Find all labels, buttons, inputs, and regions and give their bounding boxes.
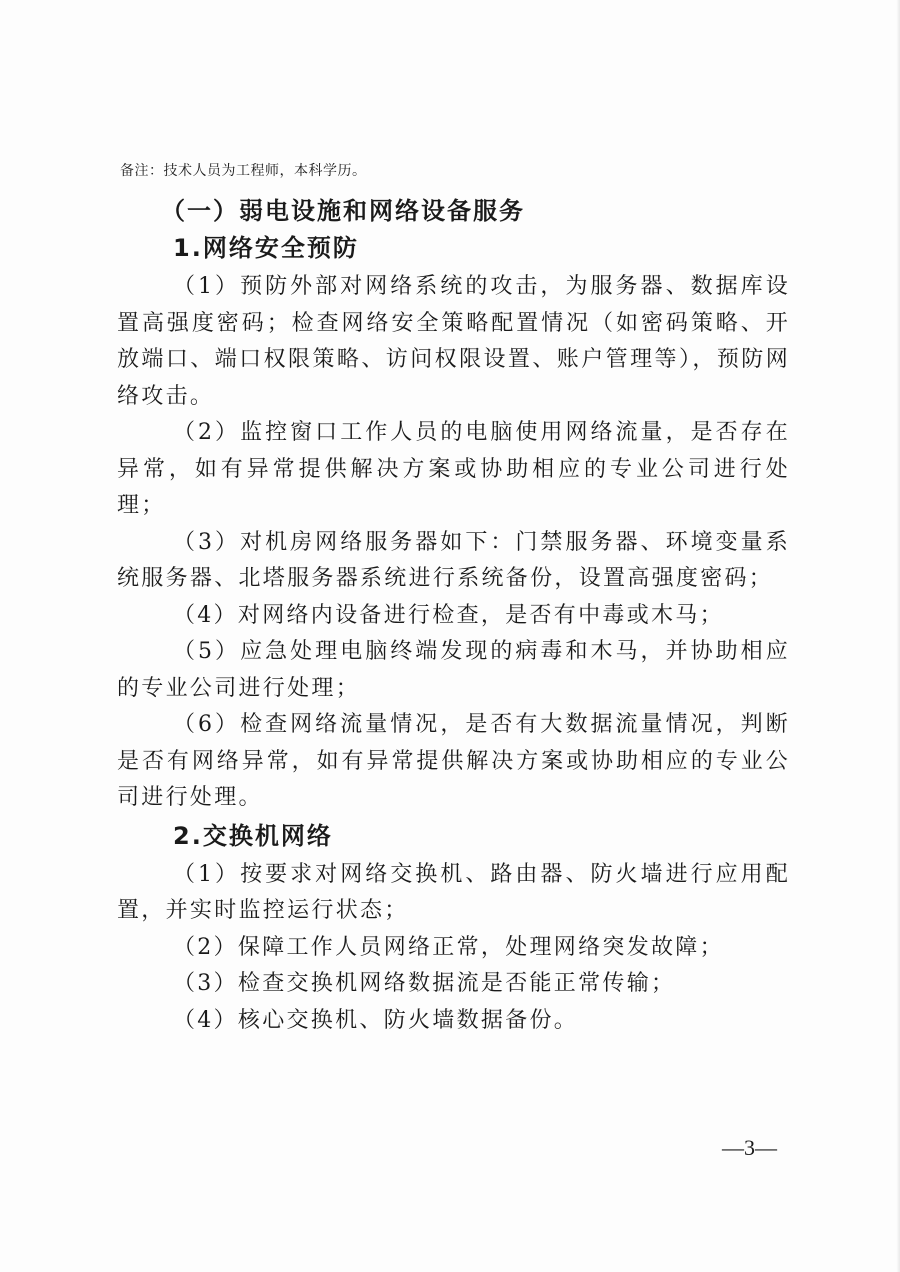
remark-note: 备注：技术人员为工程师，本科学历。 xyxy=(120,163,367,179)
paragraph-switch-1: （1）按要求对网络交换机、路由器、防火墙进行应用配置，并实时监控运行状态； xyxy=(117,861,790,923)
section-title: （一）弱电设施和网络设备服务 xyxy=(161,197,525,225)
scan-edge-shadow xyxy=(896,0,900,1272)
paragraph-security-1: （1）预防外部对网络系统的攻击，为服务器、数据库设置高强度密码；检查网络安全策略配置情况（如密码策略、开放端口、端口权限策略、访问权限设置、账户管理等），预防网络攻击。 xyxy=(117,274,790,409)
paragraph-security-3: （3）对机房网络服务器如下：门禁服务器、环境变量系统服务器、北塔服务器系统进行系统备份，设置高强度密码； xyxy=(117,529,790,591)
paragraph-security-6: （6）检查网络流量情况，是否有大数据流量情况，判断是否有网络异常，如有异常提供解决方案或协助相应的专业公司进行处理。 xyxy=(117,712,790,810)
paragraph-switch-2: （2）保障工作人员网络正常，处理网络突发故障； xyxy=(173,934,724,960)
paragraph-switch-3: （3）检查交换机网络数据流是否能正常传输； xyxy=(173,971,676,996)
page-number: —3— xyxy=(722,1135,777,1160)
subsection-title-switch-network: 2.交换机网络 xyxy=(173,821,333,850)
subsection-title-network-security: 1.网络安全预防 xyxy=(173,234,359,262)
paragraph-switch-4: （4）核心交换机、防火墙数据备份。 xyxy=(173,1007,579,1033)
paragraph-security-4: （4）对网络内设备进行检查，是否有中毒或木马； xyxy=(173,602,724,628)
paragraph-security-2: （2）监控窗口工作人员的电脑使用网络流量，是否存在异常，如有异常提供解决方案或协助相应的专业公司进行处理； xyxy=(117,420,790,518)
document-body xyxy=(117,192,790,1039)
paragraph-security-5: （5）应急处理电脑终端发现的病毒和木马，并协助相应的专业公司进行处理； xyxy=(117,639,790,701)
